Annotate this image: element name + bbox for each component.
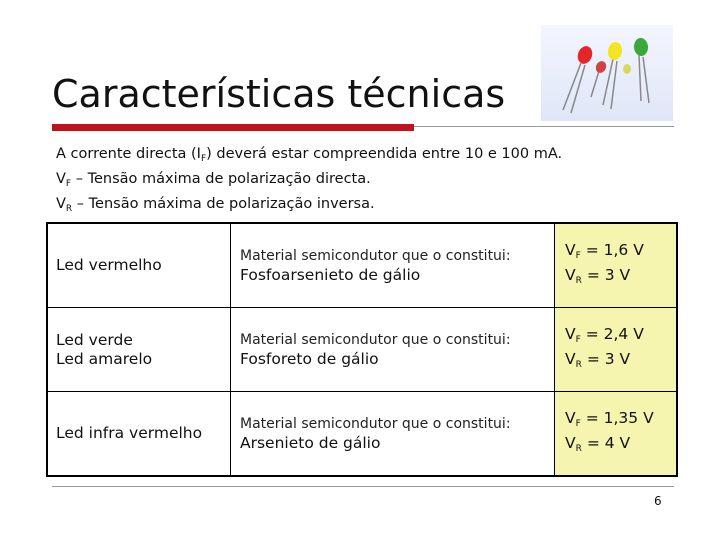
table-row — [47, 392, 677, 477]
led-type-cell — [47, 392, 231, 477]
table-row — [47, 223, 677, 308]
vr-subscript: R — [575, 443, 582, 454]
intro-line1-subscript: F — [200, 154, 207, 164]
intro-line2-subscript: F — [65, 179, 72, 189]
material-label: Material semicondutor que o constitui: — [240, 331, 511, 348]
vr-value — [565, 434, 668, 459]
vf-subscript: F — [575, 250, 581, 261]
vf-subscript: F — [575, 334, 581, 345]
material-cell — [231, 392, 555, 477]
vf-number: = 2,4 V — [585, 324, 644, 343]
intro-line-current — [56, 144, 676, 169]
slide-title: Características técnicas — [52, 72, 506, 116]
vf-value — [565, 325, 668, 350]
vr-number: = 3 V — [586, 265, 631, 284]
vr-value — [565, 350, 668, 375]
vr-subscript: R — [575, 359, 582, 370]
material-cell — [231, 308, 555, 392]
title-accent-bar — [52, 124, 414, 131]
intro-line-vf — [56, 169, 676, 194]
page-number: 6 — [654, 494, 662, 508]
vf-number: = 1,35 V — [585, 408, 654, 427]
vr-number: = 3 V — [586, 349, 631, 368]
footer-divider — [52, 486, 674, 487]
intro-line-vr — [56, 194, 676, 219]
led-type-cell — [47, 223, 231, 308]
material-value: Arsenieto de gálio — [240, 433, 381, 452]
vf-value — [565, 241, 668, 266]
table-row — [47, 308, 677, 392]
vf-symbol: V — [565, 408, 576, 427]
material-label: Material semicondutor que o constitui: — [240, 415, 511, 432]
vf-symbol: V — [565, 240, 576, 259]
intro-line1-text: A corrente directa (I — [56, 146, 201, 162]
intro-line2-symbol: V — [56, 171, 66, 187]
intro-line2-text: – Tensão máxima de polarização directa. — [71, 171, 371, 187]
material-value: Fosforeto de gálio — [240, 349, 379, 368]
vr-number: = 4 V — [586, 433, 631, 452]
title-divider — [414, 126, 674, 127]
intro-line1-text-end: ) deverá estar compreendida entre 10 e 100 mA. — [206, 146, 563, 162]
vr-symbol: V — [565, 433, 576, 452]
voltage-cell — [555, 223, 678, 308]
vf-value — [565, 409, 668, 434]
led-type-label: Led infra vermelho — [56, 424, 203, 442]
vr-symbol: V — [565, 265, 576, 284]
vr-subscript: R — [575, 275, 582, 286]
material-value: Fosfoarsenieto de gálio — [240, 265, 421, 284]
vr-value — [565, 266, 668, 291]
intro-line3-symbol: V — [56, 196, 66, 212]
led-type-label: Led verde — [56, 330, 133, 349]
vf-symbol: V — [565, 324, 576, 343]
led-photo-image — [541, 25, 673, 121]
intro-text — [56, 144, 676, 219]
voltage-cell — [555, 392, 678, 477]
vf-subscript: F — [575, 418, 581, 429]
material-cell — [231, 223, 555, 308]
intro-line3-text: – Tensão máxima de polarização inversa. — [72, 196, 375, 212]
led-type-label: Led amarelo — [56, 349, 153, 368]
intro-line3-subscript: R — [65, 204, 73, 214]
led-spec-table — [46, 222, 678, 477]
led-type-cell — [47, 308, 231, 392]
voltage-cell — [555, 308, 678, 392]
material-label: Material semicondutor que o constitui: — [240, 247, 511, 264]
vf-number: = 1,6 V — [585, 240, 644, 259]
vr-symbol: V — [565, 349, 576, 368]
led-type-label: Led vermelho — [56, 256, 162, 274]
